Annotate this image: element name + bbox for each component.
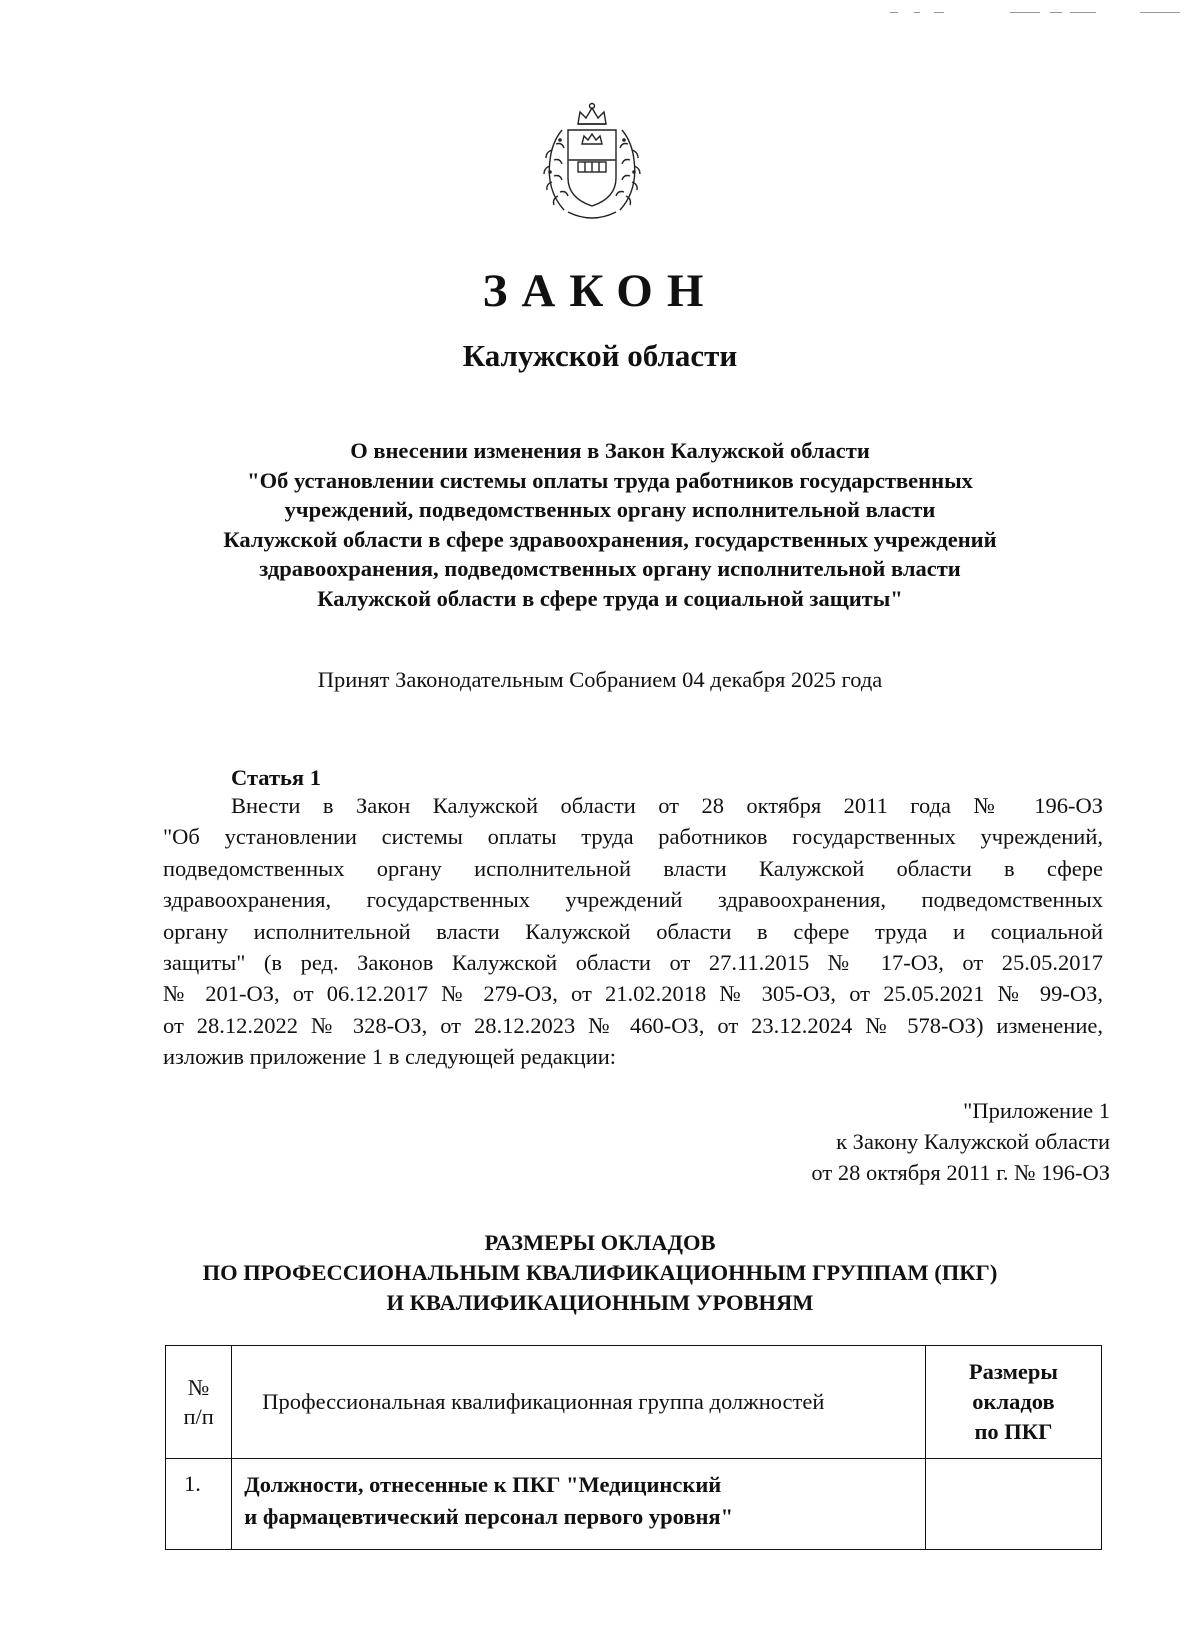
header-num-line: п/п (183, 1404, 214, 1429)
article-line: от 28.12.2022 № 328-ОЗ, от 28.12.2023 № 460-ОЗ, от 23.12.2024 № 578-ОЗ) изменение, (163, 1012, 1103, 1038)
row-number: 1. (166, 1459, 232, 1550)
coat-of-arms-icon (538, 100, 646, 225)
table-title-line: ПО ПРОФЕССИОНАЛЬНЫМ КВАЛИФИКАЦИОННЫМ ГРУППАМ (ПКГ) (202, 1260, 998, 1285)
article-line: № 201-ОЗ, от 06.12.2017 № 279-ОЗ, от 21.02.2018 № 305-ОЗ, от 25.05.2021 № 99-ОЗ, (163, 981, 1103, 1007)
header-salary-line: по ПКГ (974, 1419, 1053, 1444)
subject-line: О внесении изменения в Закон Калужской области (350, 438, 870, 463)
subject-line: учреждений, подведомственных органу исполнительной власти (284, 497, 936, 522)
row-group (232, 1459, 926, 1550)
region-name: Калужской области (462, 338, 738, 373)
article-heading: Статья 1 (231, 765, 321, 790)
appendix-line: к Закону Калужской области (836, 1129, 1110, 1154)
salary-table (165, 1345, 1102, 1550)
row-salary (925, 1459, 1101, 1550)
subject-line: Калужской области в сфере здравоохранения, государственных учреждений (223, 526, 997, 552)
article-line: "Об установлении системы оплаты труда работников государственных учреждений, (163, 824, 1103, 850)
appendix-reference (811, 1095, 1110, 1188)
article-line: Внести в Закон Калужской области от 28 октября 2011 года № 196-ОЗ (231, 793, 1103, 818)
table-title (130, 1228, 1070, 1318)
header-group: Профессиональная квалификационная группа должностей (232, 1346, 926, 1459)
law-subject (150, 436, 1070, 613)
article-body (163, 790, 1103, 1073)
table-title-line: И КВАЛИФИКАЦИОННЫМ УРОВНЯМ (386, 1290, 814, 1315)
row-group-line: и фармацевтический персонал первого уровня" (244, 1504, 734, 1529)
article-line: здравоохранения, государственных учреждений здравоохранения, подведомственных (163, 887, 1103, 913)
adoption-statement: Принят Законодательным Собранием 04 декабря 2025 года (317, 667, 883, 692)
table-header-row (166, 1346, 1102, 1459)
article-line: подведомственных органу исполнительной власти Калужской области в сфере (163, 855, 1103, 881)
subject-line: Калужской области в сфере труда и социальной защиты" (317, 585, 903, 611)
header-num-line: № (187, 1375, 210, 1400)
appendix-line: от 28 октября 2011 г. № 196-ОЗ (811, 1160, 1110, 1185)
scan-artifacts (890, 10, 1190, 16)
header-salary-line: Размеры (968, 1359, 1058, 1384)
row-group-line: Должности, отнесенные к ПКГ "Медицинский (244, 1472, 722, 1497)
article-line: органу исполнительной власти Калужской области в сфере труда и социальной (163, 918, 1103, 944)
table-row (166, 1459, 1102, 1550)
table-title-line: РАЗМЕРЫ ОКЛАДОВ (484, 1230, 716, 1255)
subject-line: здравоохранения, подведомственных органу исполнительной власти (259, 556, 961, 581)
appendix-line: "Приложение 1 (963, 1098, 1110, 1123)
subject-line: "Об установлении системы оплаты труда работников государственных (247, 467, 973, 493)
header-num (166, 1346, 232, 1459)
header-salary-line: окладов (972, 1389, 1055, 1414)
article-line: защиты" (в ред. Законов Калужской области от 27.11.2015 № 17-ОЗ, от 25.05.2017 (163, 949, 1103, 975)
header-salary (925, 1346, 1101, 1459)
law-title: ЗАКОН (482, 265, 718, 317)
article-line: изложив приложение 1 в следующей редакции: (163, 1044, 617, 1070)
